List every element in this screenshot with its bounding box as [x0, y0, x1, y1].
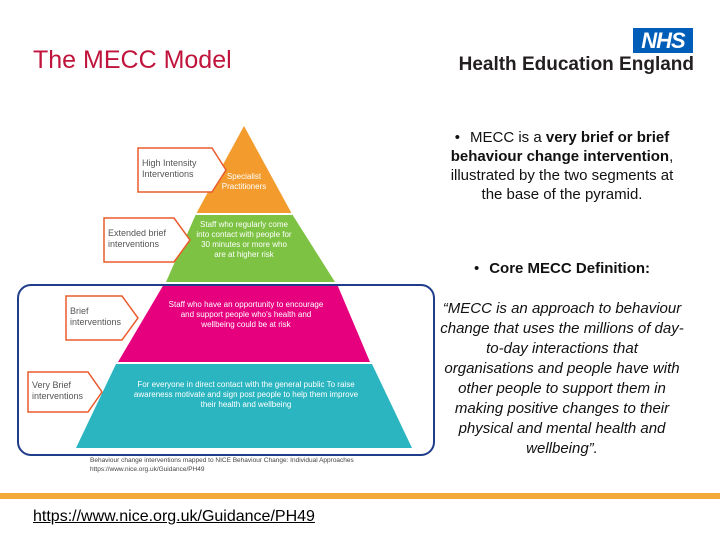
bullet-1-bold: very brief or brief behaviour change intervention — [450, 129, 670, 165]
mecc-definition-quote: “MECC is an approach to behaviour change that uses the millions of day-to-day interactions that organisations and people have with other people to support them in making positive changes to their physical and mental health and wellbeing”. — [440, 300, 684, 457]
label-brief: Brief interventions — [70, 306, 122, 327]
label-high-intensity: High Intensity Interventions — [142, 158, 197, 179]
highlight-frame — [17, 284, 435, 456]
tier-text-very-brief: For everyone in direct contact with the general public To raise awareness motivate and sign post people to help them improve their health and wellbeing — [133, 380, 359, 409]
tier-text-specialist: Specialist Practitioners — [221, 172, 267, 191]
slide-title: The MECC Model — [33, 46, 232, 74]
bullet-1 — [440, 128, 684, 204]
label-extended-brief: Extended brief interventions — [108, 228, 167, 249]
bullet-2 — [440, 259, 684, 278]
org-name: Health Education England — [458, 54, 694, 75]
label-very-brief: Very Brief interventions — [32, 380, 84, 401]
pyramid-caption: Behaviour change interventions mapped to NICE Behaviour Change: Individual Approaches https://www.nice.org.uk/Guidance/PH49 — [90, 457, 354, 473]
nice-guidance-link[interactable]: https://www.nice.org.uk/Guidance/PH49 — [33, 508, 315, 525]
tier-text-extended: Staff who regularly come into contact with people for 30 minutes or more who are at higher risk — [196, 220, 292, 259]
footer-bar — [0, 493, 720, 499]
bullet-1-text-2: , illustrated by the two segments at the base of the pyramid. — [450, 148, 674, 203]
bullet-1-text: MECC is a — [470, 129, 546, 146]
tier-text-brief: Staff who have an opportunity to encourage and support people who's health and wellbeing could be at risk — [168, 300, 324, 329]
nhs-logo: NHS — [633, 28, 693, 53]
bullet-dot: • — [473, 260, 480, 277]
bullet-dot: • — [454, 129, 461, 146]
bullet-2-heading: Core MECC Definition: — [489, 260, 651, 277]
